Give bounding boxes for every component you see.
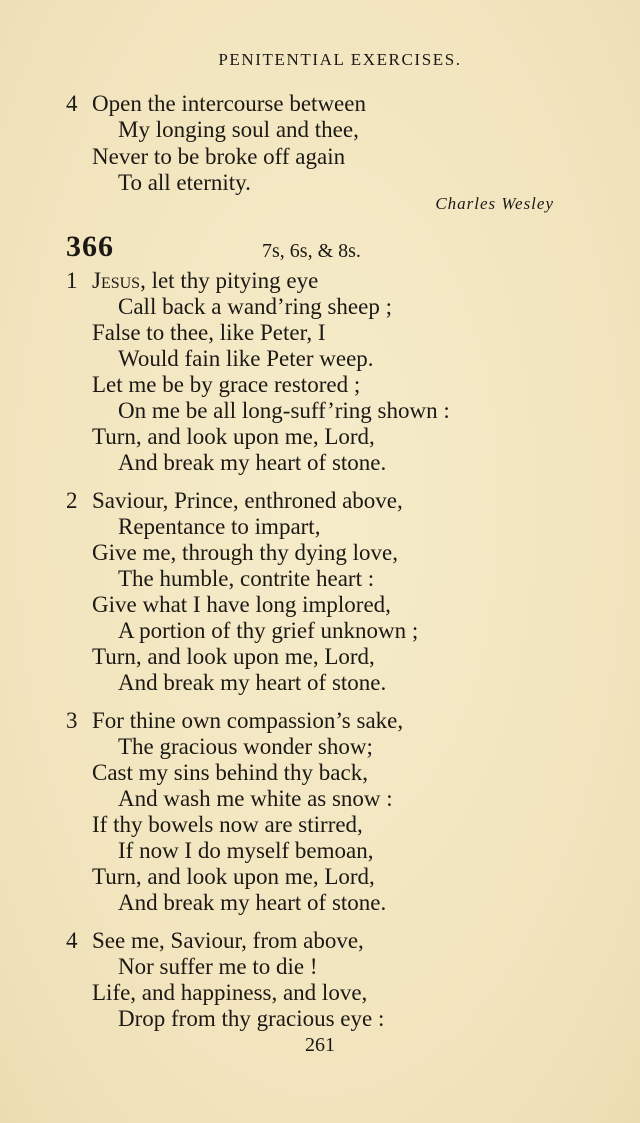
page-number: 261 xyxy=(305,1034,335,1056)
verse-line: Turn, and look upon me, Lord, xyxy=(92,644,375,669)
verse-line: Turn, and look upon me, Lord, xyxy=(92,424,375,449)
verse-line: Let me be by grace restored ; xyxy=(92,372,361,397)
verse-line: The gracious wonder show; xyxy=(118,734,373,759)
author-attribution: Charles Wesley xyxy=(435,194,554,213)
prev-verse-line: To all eternity. xyxy=(118,170,251,195)
verse-line: Call back a wand’ring sheep ; xyxy=(118,294,392,319)
running-header: PENITENTIAL EXERCISES. xyxy=(218,50,462,69)
verse-line: Turn, and look upon me, Lord, xyxy=(92,864,375,889)
verse-line: And break my heart of stone. xyxy=(118,890,387,915)
verse-line: Nor suffer me to die ! xyxy=(118,954,318,979)
verse-number: 1 xyxy=(66,268,78,293)
verse-line: Give what I have long implored, xyxy=(92,592,391,617)
first-word: Jesus xyxy=(92,268,141,293)
verse-line: Repentance to impart, xyxy=(118,514,321,539)
verse-line: And break my heart of stone. xyxy=(118,670,387,695)
verse-line: Drop from thy gracious eye : xyxy=(118,1006,385,1031)
verse-line: If now I do myself bemoan, xyxy=(118,838,374,863)
prev-verse-line: Never to be broke off again xyxy=(92,144,346,169)
verse-number: 4 xyxy=(66,928,78,953)
verse-line: For thine own compassion’s sake, xyxy=(92,708,404,733)
verse-line: False to thee, like Peter, I xyxy=(92,320,326,345)
verse-line: Cast my sins behind thy back, xyxy=(92,760,368,785)
verse-line: Saviour, Prince, enthroned above, xyxy=(92,488,403,513)
verse-line: The humble, contrite heart : xyxy=(118,566,375,591)
verse-line: See me, Saviour, from above, xyxy=(92,928,364,953)
verse-number: 2 xyxy=(66,488,78,513)
hymn-number: 366 xyxy=(66,230,114,263)
prev-verse-number: 4 xyxy=(66,91,78,116)
verse-line: On me be all long-suff’ring shown : xyxy=(118,398,450,423)
verse-line: A portion of thy grief unknown ; xyxy=(118,618,419,643)
verse-line: And wash me white as snow : xyxy=(118,786,393,811)
verse-line: Would fain like Peter weep. xyxy=(118,346,374,371)
prev-verse-line: Open the intercourse between xyxy=(92,91,366,116)
verse-line xyxy=(92,268,318,294)
prev-verse-line: My longing soul and thee, xyxy=(118,117,359,142)
verse-line: Life, and happiness, and love, xyxy=(92,980,368,1005)
first-line-rest: , let thy pitying eye xyxy=(140,268,319,293)
verse-number: 3 xyxy=(66,708,78,733)
verse-line: If thy bowels now are stirred, xyxy=(92,812,363,837)
verse-line: And break my heart of stone. xyxy=(118,450,387,475)
verse-line: Give me, through thy dying love, xyxy=(92,540,398,565)
hymn-meter: 7s, 6s, & 8s. xyxy=(262,240,361,262)
